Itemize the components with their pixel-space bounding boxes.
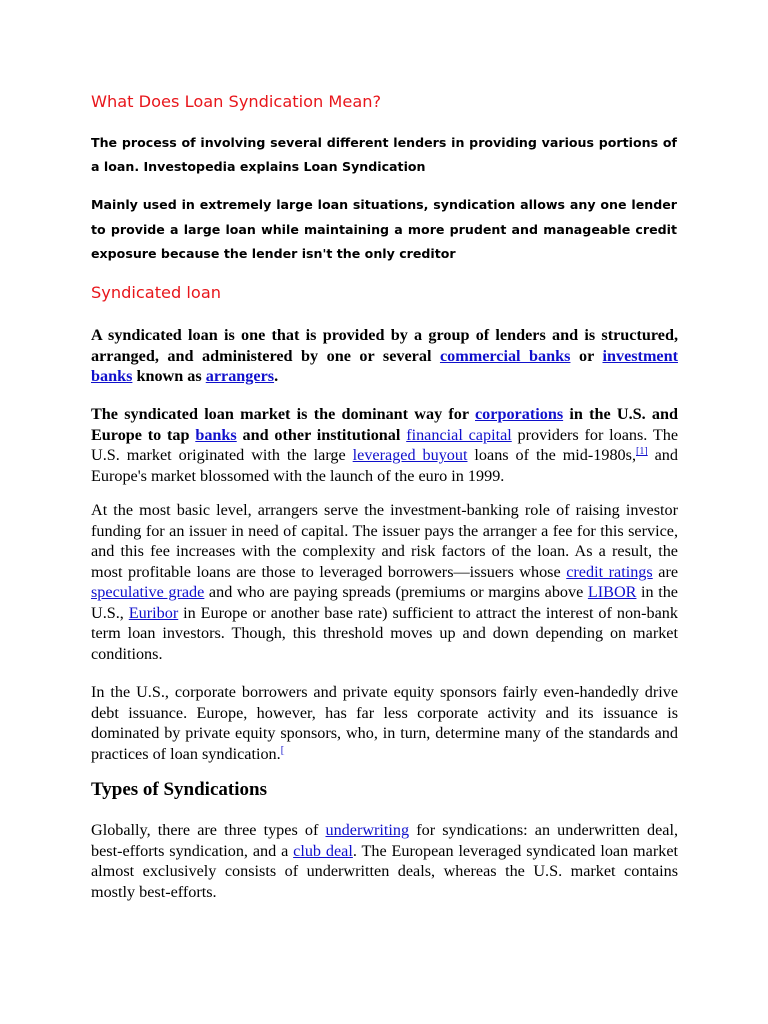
- text-run: .: [274, 367, 279, 385]
- link-banks[interactable]: banks: [195, 425, 237, 444]
- text-run: in the U.S. and Europe to tap: [91, 405, 678, 444]
- arrangers-paragraph: [91, 500, 678, 664]
- heading-loan-syndication: What Does Loan Syndication Mean?: [91, 92, 382, 111]
- syndicated-loan-definition: [91, 325, 678, 387]
- link-commercial-banks[interactable]: commercial banks: [439, 346, 571, 365]
- text-run: In the U.S., corporate borrowers and private equity sponsors fairly even-handedly drive debt issuance. Europe, however, has far less corporate activity and its issuance is dominated by private equity sponsors, who, in turn, determine many of the standards and practices of loan syndication.: [91, 683, 678, 763]
- heading-syndicated-loan: Syndicated loan: [91, 283, 222, 302]
- text-run: are: [652, 562, 679, 581]
- link-underwriting[interactable]: underwriting: [325, 821, 410, 839]
- link-investment-banks[interactable]: investment banks: [91, 346, 678, 385]
- usage-paragraph: Mainly used in extremely large loan situations, syndication allows any one lender to provide a large loan while maintaining a more prudent and manageable credit exposure because the lender isn't the only creditor: [91, 197, 677, 261]
- heading-types-of-syndications: Types of Syndications: [91, 779, 267, 800]
- sponsors-paragraph: [91, 682, 678, 764]
- definition-paragraph: The process of involving several different lenders in providing various portions of a loan. Investopedia explains Loan Syndication: [91, 135, 677, 174]
- reference-1-link[interactable]: [1]: [636, 446, 648, 457]
- text-run: in the U.S.,: [91, 583, 678, 622]
- text-run: or: [570, 346, 603, 365]
- text-run: known as: [132, 367, 206, 385]
- link-club-deal[interactable]: club deal: [293, 841, 353, 860]
- market-paragraph: [91, 404, 678, 486]
- text-run: loans of the mid-1980s,: [467, 446, 636, 464]
- types-paragraph: [91, 820, 678, 902]
- link-financial-capital[interactable]: financial capital: [406, 425, 512, 444]
- text-run: and Europe's market blossomed with the launch of the euro in 1999.: [91, 446, 678, 485]
- text-run: At the most basic level, arrangers serve the investment-banking role of raising investor funding for an issuer in need of capital. The issuer pays the arranger a fee for this service, and this fee increases with the complexity and risk factors of the loan. As a result, the most profitable loans are those to leveraged borrowers—issuers whose: [91, 501, 678, 581]
- text-run: . The European leveraged syndicated loan market almost exclusively consists of underwritten deals, whereas the U.S. market contains mostly best-efforts.: [91, 841, 679, 901]
- link-libor[interactable]: LIBOR: [587, 583, 637, 601]
- link-euribor[interactable]: Euribor: [128, 603, 179, 622]
- link-arrangers[interactable]: arrangers: [205, 367, 275, 385]
- reference-2-link[interactable]: [: [280, 744, 285, 756]
- text-run: in Europe or another base rate) sufficient to attract the interest of non-bank term loan investors. Though, this threshold moves up and down depending on market conditions.: [91, 603, 678, 663]
- text-run: and who are paying spreads (premiums or margins above: [204, 583, 588, 601]
- text-run: Globally, there are three types of: [91, 821, 326, 839]
- link-speculative-grade[interactable]: speculative grade: [91, 583, 205, 601]
- link-leveraged-buyout[interactable]: leveraged buyout: [352, 446, 468, 464]
- text-run: for syndications: an underwritten deal, best-efforts syndication, and a: [91, 821, 679, 860]
- text-run: providers for loans. The U.S. market originated with the large: [91, 425, 679, 464]
- text-run: The syndicated loan market is the dominant way for: [91, 405, 475, 423]
- text-run: and other institutional: [236, 425, 401, 444]
- text-run: A syndicated loan is one that is provided by a group of lenders and is structured, arranged, and administered by one or several: [91, 326, 678, 365]
- link-credit-ratings[interactable]: credit ratings: [566, 562, 653, 581]
- link-corporations[interactable]: corporations: [475, 405, 564, 423]
